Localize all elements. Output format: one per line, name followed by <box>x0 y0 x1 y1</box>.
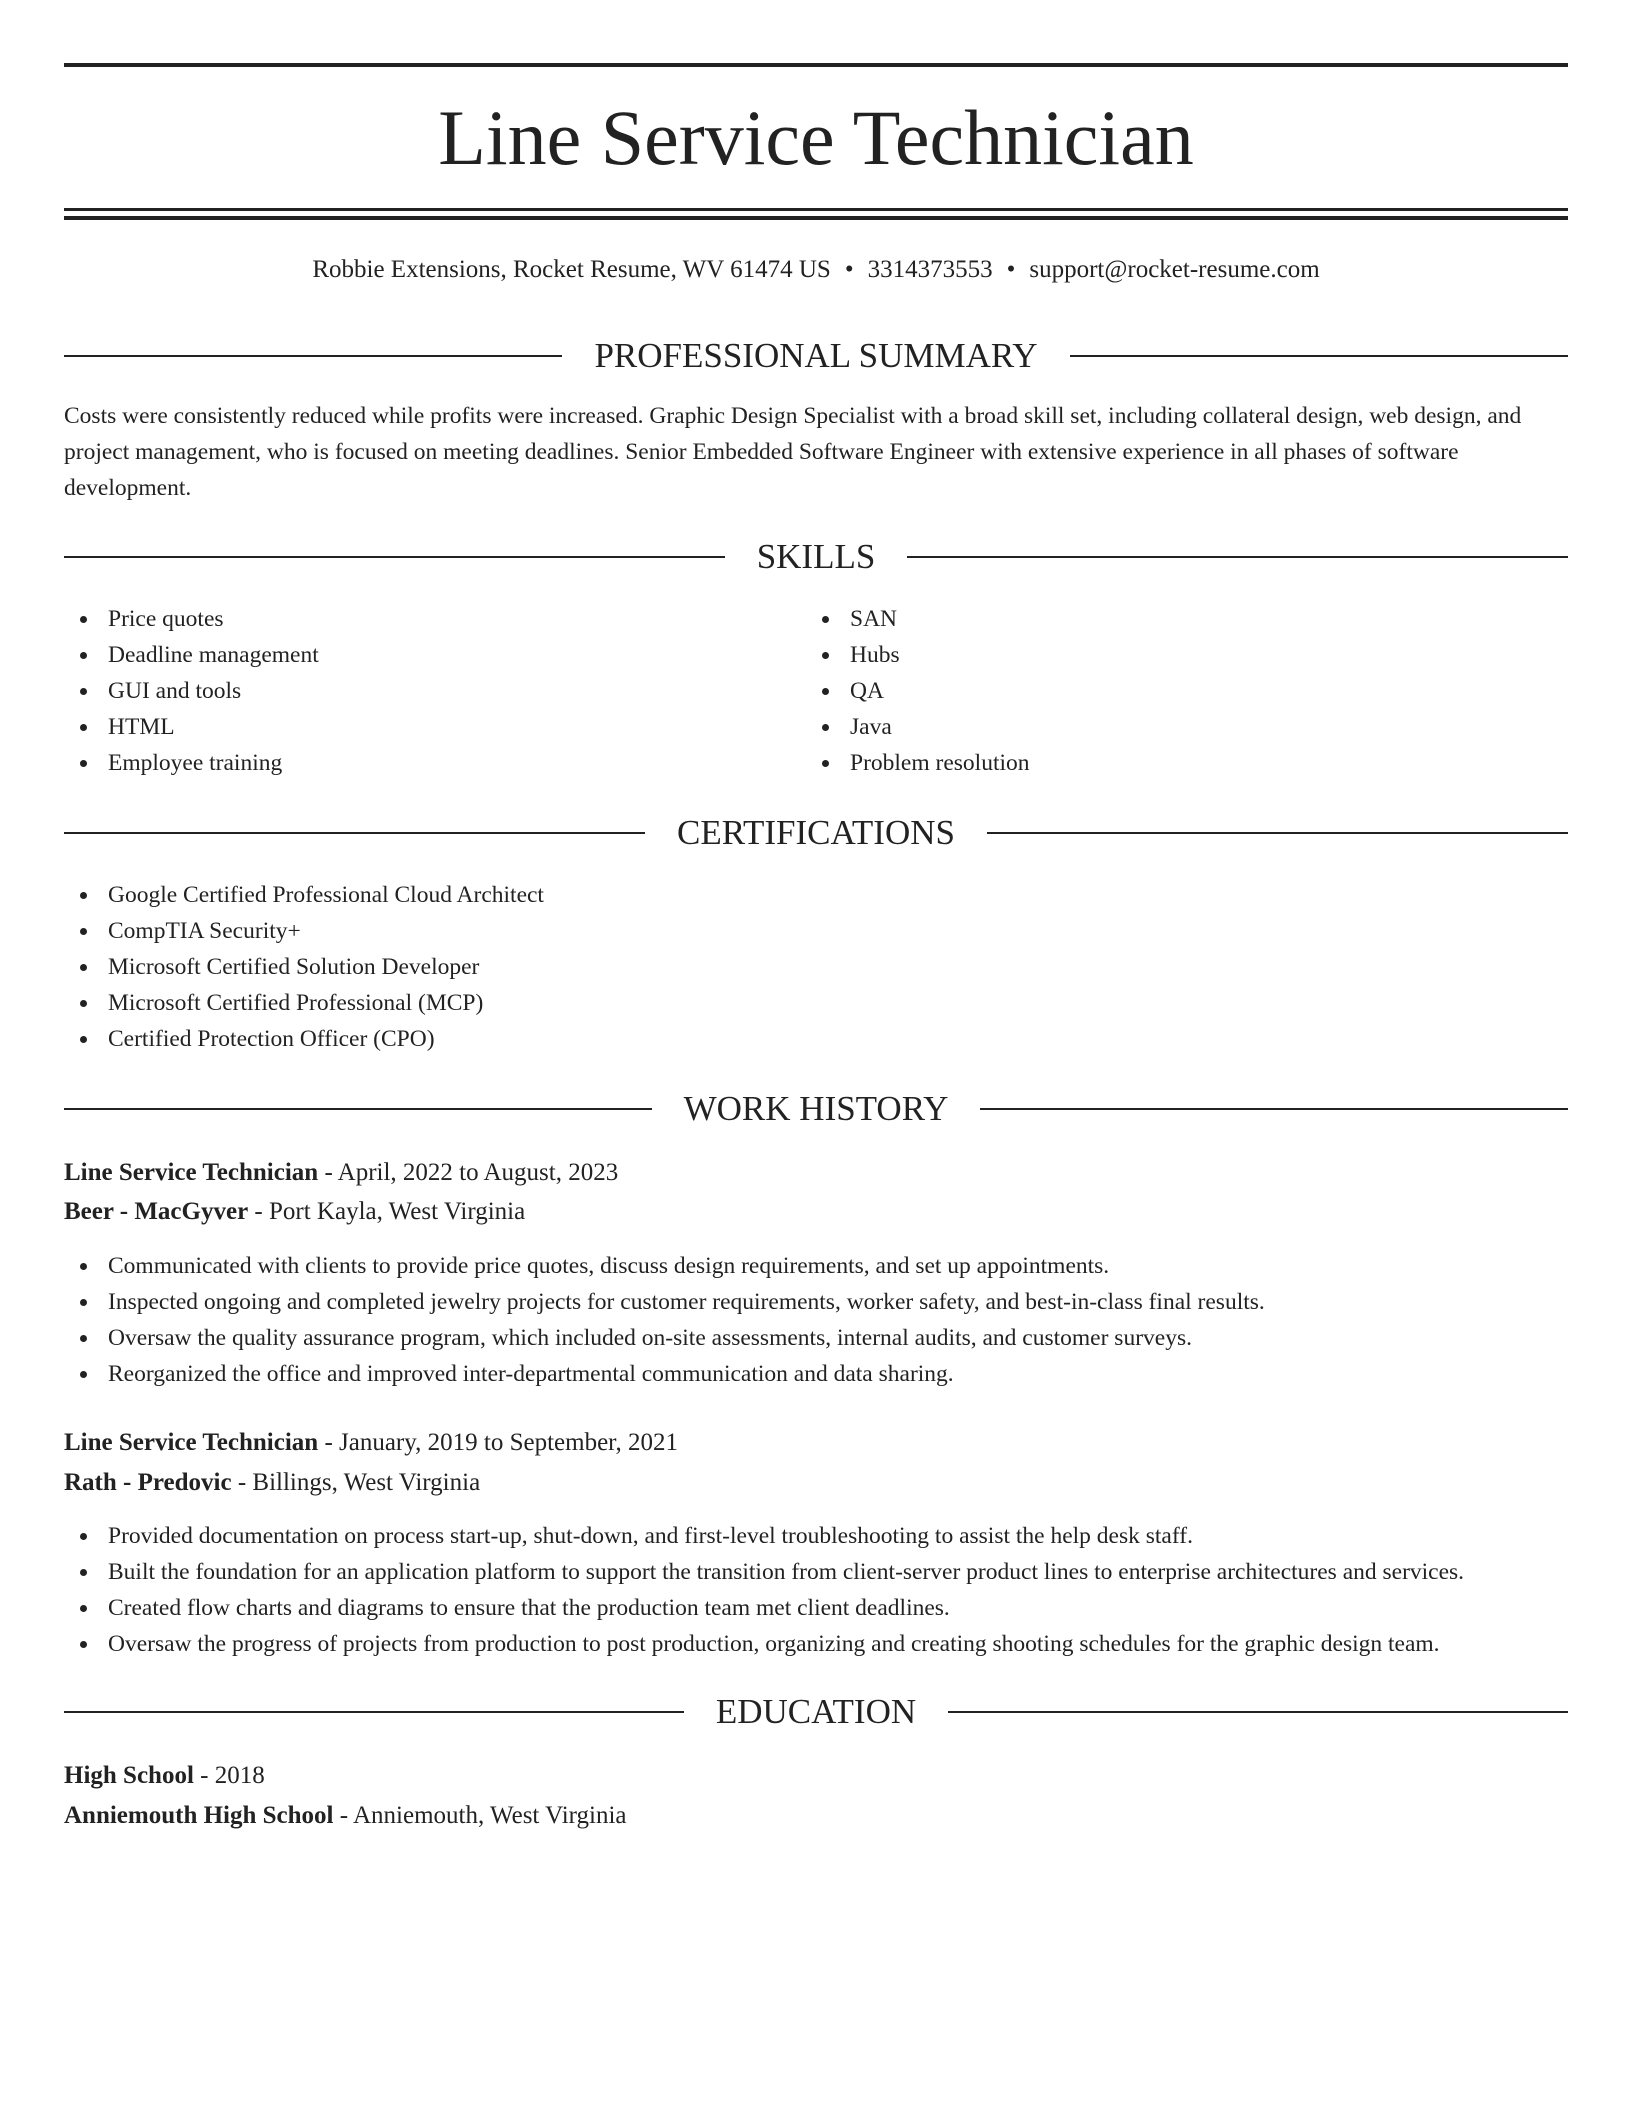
education-degree-line <box>64 1757 1568 1795</box>
job-company-line <box>64 1193 1568 1231</box>
summary-heading-label: PROFESSIONAL SUMMARY <box>594 336 1038 375</box>
job-bullet: Communicated with clients to provide price quotes, discuss design requirements, and set up appointments. <box>64 1248 1568 1284</box>
contact-phone: 3314373553 <box>867 256 993 283</box>
job-bullets <box>64 1518 1568 1662</box>
summary-text: Costs were consistently reduced while profits were increased. Graphic Design Specialist with a broad skill set, including collateral design, web design, and project management, who is focused on meeting deadlines. Senior Embedded Software Engineer with extensive experience in all phases of software development. <box>64 403 1522 501</box>
skills-heading <box>64 535 1568 579</box>
skill-item: HTML <box>64 709 804 745</box>
heading-rule <box>64 1711 684 1713</box>
skills-list-right <box>806 601 1546 781</box>
contact-address: Robbie Extensions, Rocket Resume, WV 61474 US <box>312 256 831 283</box>
education-school-line <box>64 1797 1568 1835</box>
job-dash: - <box>318 1159 338 1186</box>
heading-rule <box>948 1711 1568 1713</box>
certification-item: Microsoft Certified Solution Developer <box>64 949 1568 985</box>
contact-line <box>64 252 1568 288</box>
skill-item: Employee training <box>64 745 804 781</box>
job-bullet: Oversaw the progress of projects from production to post production, organizing and creating shooting schedules for the graphic design team. <box>64 1626 1568 1662</box>
contact-separator: • <box>844 256 854 283</box>
heading-rule <box>64 832 645 834</box>
skill-item: Problem resolution <box>806 745 1546 781</box>
certification-item: CompTIA Security+ <box>64 913 1568 949</box>
job-location: Billings, West Virginia <box>252 1469 481 1496</box>
skill-item: Java <box>806 709 1546 745</box>
education-school: Anniemouth High School <box>64 1802 334 1829</box>
skill-item: QA <box>806 673 1546 709</box>
summary-heading <box>64 334 1568 378</box>
heading-rule <box>907 556 1568 558</box>
job-bullet: Created flow charts and diagrams to ensure that the production team met client deadlines. <box>64 1590 1568 1626</box>
education-degree: High School <box>64 1762 194 1789</box>
certifications-list <box>64 877 1568 1057</box>
job-title-line <box>64 1154 1568 1192</box>
job-title-line <box>64 1424 1568 1462</box>
skill-item: Hubs <box>806 637 1546 673</box>
contact-separator: • <box>1006 256 1016 283</box>
heading-rule <box>1070 355 1568 357</box>
heading-rule <box>980 1108 1568 1110</box>
job-dates: April, 2022 to August, 2023 <box>337 1159 619 1186</box>
heading-rule <box>987 832 1568 834</box>
job-dash: - <box>231 1469 253 1496</box>
skill-item: Price quotes <box>64 601 804 637</box>
job-dates: January, 2019 to September, 2021 <box>339 1429 678 1456</box>
education-year: 2018 <box>214 1762 265 1789</box>
certifications-heading <box>64 811 1568 855</box>
job-location: Port Kayla, West Virginia <box>269 1198 526 1225</box>
job-dash: - <box>318 1429 340 1456</box>
heading-rule <box>64 1108 652 1110</box>
education-heading <box>64 1690 1568 1734</box>
skill-item: GUI and tools <box>64 673 804 709</box>
skill-item: SAN <box>806 601 1546 637</box>
job-company-line <box>64 1464 1568 1502</box>
certification-item: Google Certified Professional Cloud Architect <box>64 877 1568 913</box>
skill-item: Deadline management <box>64 637 804 673</box>
top-rule <box>64 63 1568 67</box>
heading-rule <box>64 355 562 357</box>
heading-rule <box>64 556 725 558</box>
certification-item: Microsoft Certified Professional (MCP) <box>64 985 1568 1021</box>
work-heading-label: WORK HISTORY <box>683 1089 949 1128</box>
skills-heading-label: SKILLS <box>756 537 876 576</box>
job-bullet: Oversaw the quality assurance program, which included on-site assessments, internal audits, and customer surveys. <box>64 1320 1568 1356</box>
contact-email: support@rocket-resume.com <box>1029 256 1320 283</box>
resume-title: Line Service Technician <box>438 94 1194 181</box>
title-double-rule <box>64 208 1568 220</box>
work-heading <box>64 1087 1568 1131</box>
job-company: Beer - MacGyver <box>64 1198 249 1225</box>
education-dash: - <box>193 1762 215 1789</box>
skills-list-left <box>64 601 804 781</box>
job-company: Rath - Predovic <box>64 1469 232 1496</box>
job-dash: - <box>248 1198 269 1225</box>
education-heading-label: EDUCATION <box>715 1692 917 1731</box>
job-bullet: Reorganized the office and improved inter-departmental communication and data sharing. <box>64 1356 1568 1392</box>
certifications-heading-label: CERTIFICATIONS <box>677 813 955 852</box>
job-bullet: Provided documentation on process start-up, shut-down, and first-level troubleshooting to assist the help desk staff. <box>64 1518 1568 1554</box>
education-dash: - <box>333 1802 353 1829</box>
job-bullet: Built the foundation for an application platform to support the transition from client-server product lines to enterprise architectures and services. <box>64 1554 1568 1590</box>
job-bullets <box>64 1248 1568 1392</box>
education-location: Anniemouth, West Virginia <box>352 1802 627 1829</box>
job-bullet: Inspected ongoing and completed jewelry projects for customer requirements, worker safety, and best-in-class final results. <box>64 1284 1568 1320</box>
job-title: Line Service Technician <box>64 1429 319 1456</box>
certification-item: Certified Protection Officer (CPO) <box>64 1021 1568 1057</box>
job-title: Line Service Technician <box>64 1159 319 1186</box>
